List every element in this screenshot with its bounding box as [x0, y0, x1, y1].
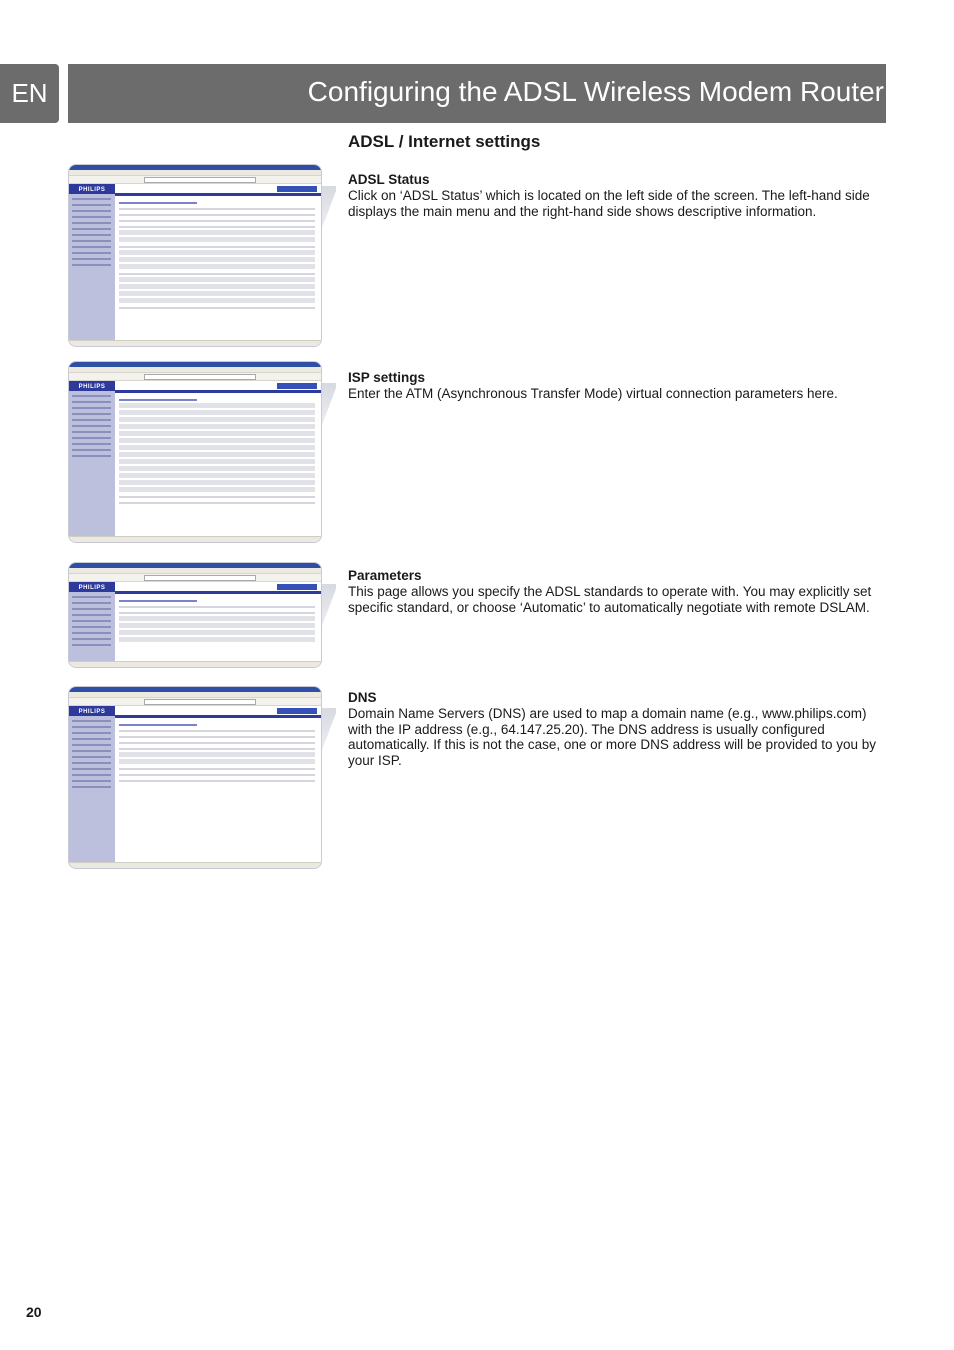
block-title: ISP settings	[348, 370, 426, 385]
screenshot-isp-settings	[68, 361, 322, 543]
callout-wedge	[322, 186, 336, 228]
section-heading: ADSL / Internet settings	[348, 132, 541, 151]
block-body: Domain Name Servers (DNS) are used to map a domain name (e.g., www.philips.com) with the IP address (e.g., 64.147.25.20). The DNS address is usually configured automatically. If this is not the case, one or more DNS address will be provided to you by your ISP.	[348, 706, 877, 768]
screenshot-parameters	[68, 562, 322, 668]
screenshot-dns	[68, 686, 322, 869]
page-number: 20	[26, 1304, 42, 1320]
block-title: ADSL Status	[348, 172, 430, 187]
philips-logo: PHILIPS	[69, 381, 115, 393]
philips-logo: PHILIPS	[69, 706, 115, 718]
block-title: DNS	[348, 690, 377, 705]
block-body: Enter the ATM (Asynchronous Transfer Mode) virtual connection parameters here.	[348, 386, 838, 401]
philips-logo: PHILIPS	[69, 184, 115, 196]
page-title: Configuring the ADSL Wireless Modem Router	[307, 76, 884, 107]
title-bar	[68, 64, 886, 123]
philips-logo: PHILIPS	[69, 582, 115, 594]
block-dns	[348, 690, 884, 768]
callout-wedge	[322, 708, 336, 750]
language-tab: EN	[0, 64, 59, 123]
block-title: Parameters	[348, 568, 422, 583]
block-body: This page allows you specify the ADSL standards to operate with. You may explicitly set specific standard, or choose ‘Automatic’ to automatically negotiate with remote DSLAM.	[348, 584, 872, 615]
block-isp-settings	[348, 370, 884, 402]
block-parameters	[348, 568, 884, 615]
screenshot-adsl-status	[68, 164, 322, 347]
callout-wedge	[322, 584, 336, 626]
block-body: Click on ‘ADSL Status’ which is located on the left side of the screen. The left-hand side displays the main menu and the right-hand side shows descriptive information.	[348, 188, 870, 219]
block-adsl-status	[348, 172, 884, 219]
callout-wedge	[322, 383, 336, 425]
